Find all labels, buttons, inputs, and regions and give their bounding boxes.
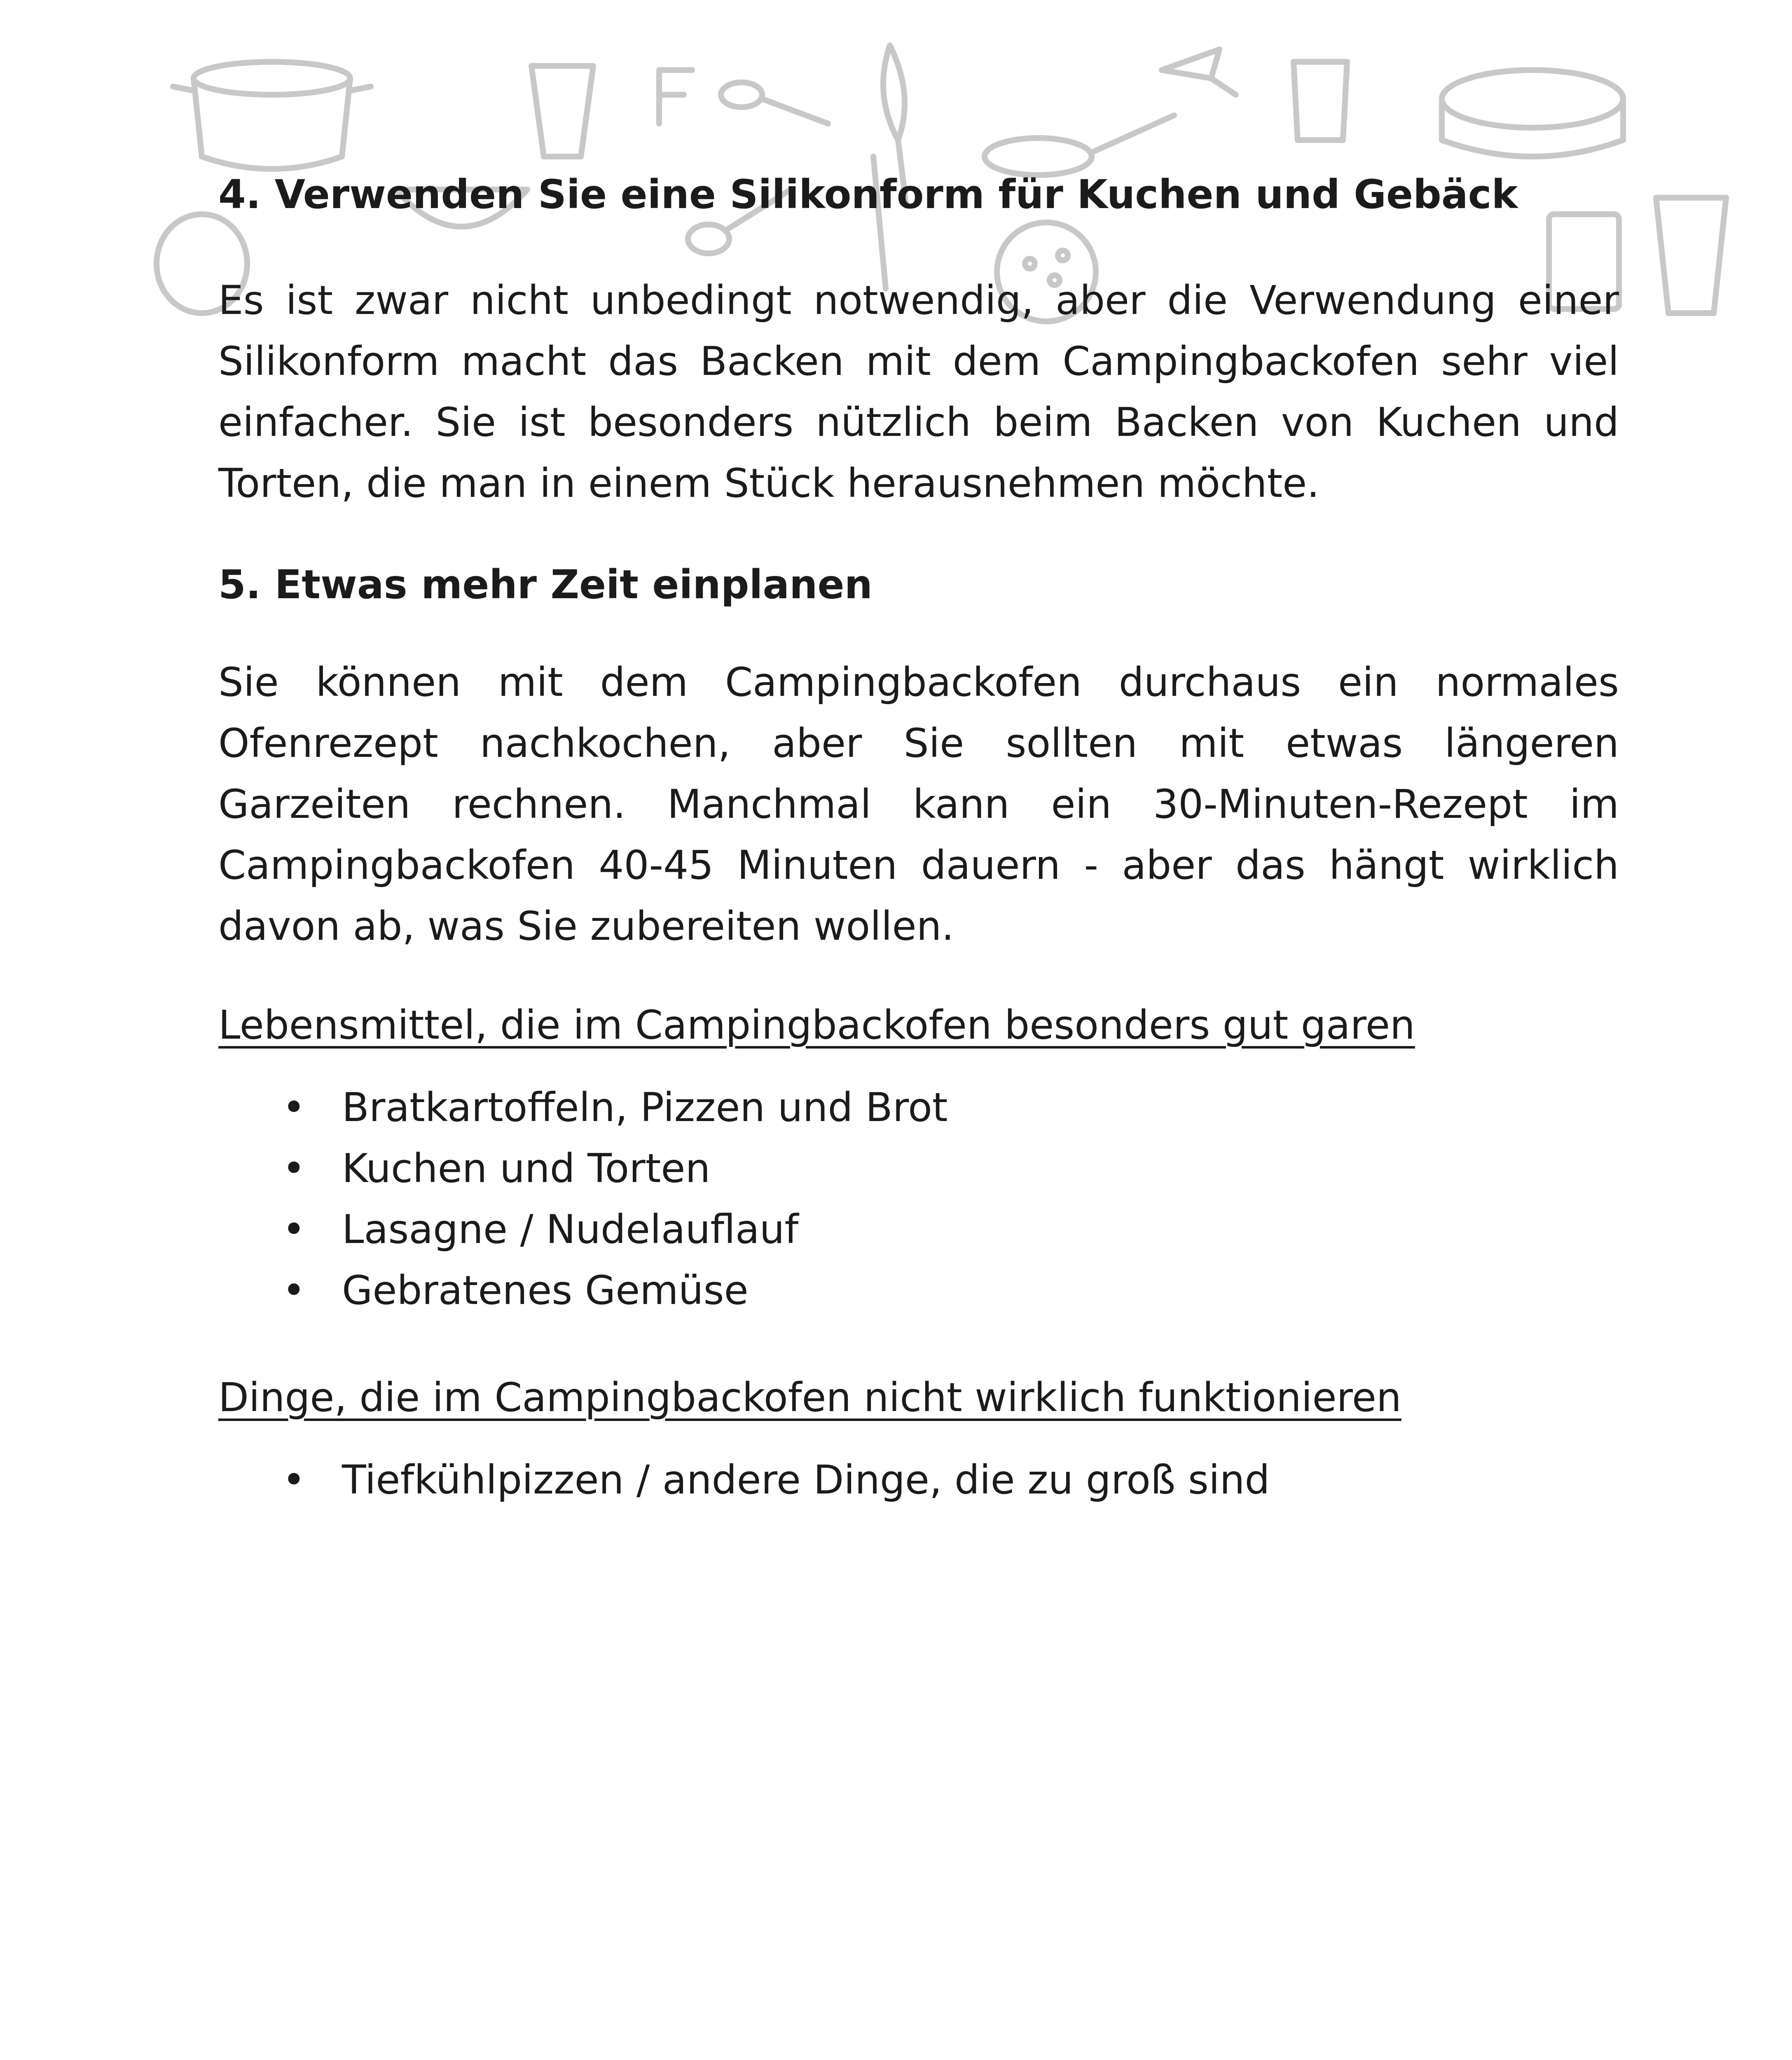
bullet-icon: • (282, 1456, 306, 1503)
list-item: • Lasagne / Nudelauflauf (218, 1199, 1619, 1260)
list-item: • Tiefkühlpizzen / andere Dinge, die zu groß sind (218, 1449, 1619, 1510)
spoon-icon (721, 82, 828, 124)
grater-icon (1656, 198, 1726, 313)
good-foods-subheading: Lebensmittel, die im Campingbackofen besonders gut garen (218, 1002, 1415, 1048)
knife-icon (1162, 49, 1236, 95)
section-4-paragraph: Es ist zwar nicht unbedingt notwendig, aber die Verwendung einer Silikonform macht das Backen mit dem Campingbackofen sehr viel einfacher. Sie ist besonders nützlich beim Backen von Kuchen und Torten, die man in einem Stück herausnehmen möchte. (218, 277, 1619, 506)
cooking-pot-icon (173, 62, 371, 169)
thermometer-icon (659, 70, 692, 124)
bullet-icon: • (282, 1267, 306, 1313)
list-item: • Bratkartoffeln, Pizzen und Brot (218, 1077, 1619, 1138)
list-item: • Kuchen und Torten (218, 1138, 1619, 1199)
document-body (218, 169, 1619, 1510)
jug-icon (1294, 62, 1347, 140)
bullet-icon: • (282, 1084, 306, 1131)
bullet-icon: • (282, 1145, 306, 1192)
bad-foods-subheading: Dinge, die im Campingbackofen nicht wirklich funktionieren (218, 1374, 1401, 1421)
glass-icon (531, 66, 593, 157)
list-item: • Gebratenes Gemüse (218, 1260, 1619, 1321)
section-5-paragraph: Sie können mit dem Campingbackofen durchaus ein normales Ofenrezept nachkochen, aber Sie sollten mit etwas längeren Garzeiten rechnen. Manchmal kann ein 30-Minuten-Rezept im Campingbackofen 40-45 Minuten dauern - aber das hängt wirklich davon ab, was Sie zubereiten wollen. (218, 659, 1619, 949)
bullet-icon: • (282, 1206, 306, 1252)
cake-tin-icon (1442, 70, 1623, 157)
pan-icon (985, 115, 1174, 175)
section-5-heading: 5. Etwas mehr Zeit einplanen (218, 561, 873, 608)
section-4-heading: 4. Verwenden Sie eine Silikonform für Kuchen und Gebäck (218, 171, 1518, 218)
good-foods-list (218, 1077, 1619, 1321)
bad-foods-list (218, 1449, 1619, 1510)
